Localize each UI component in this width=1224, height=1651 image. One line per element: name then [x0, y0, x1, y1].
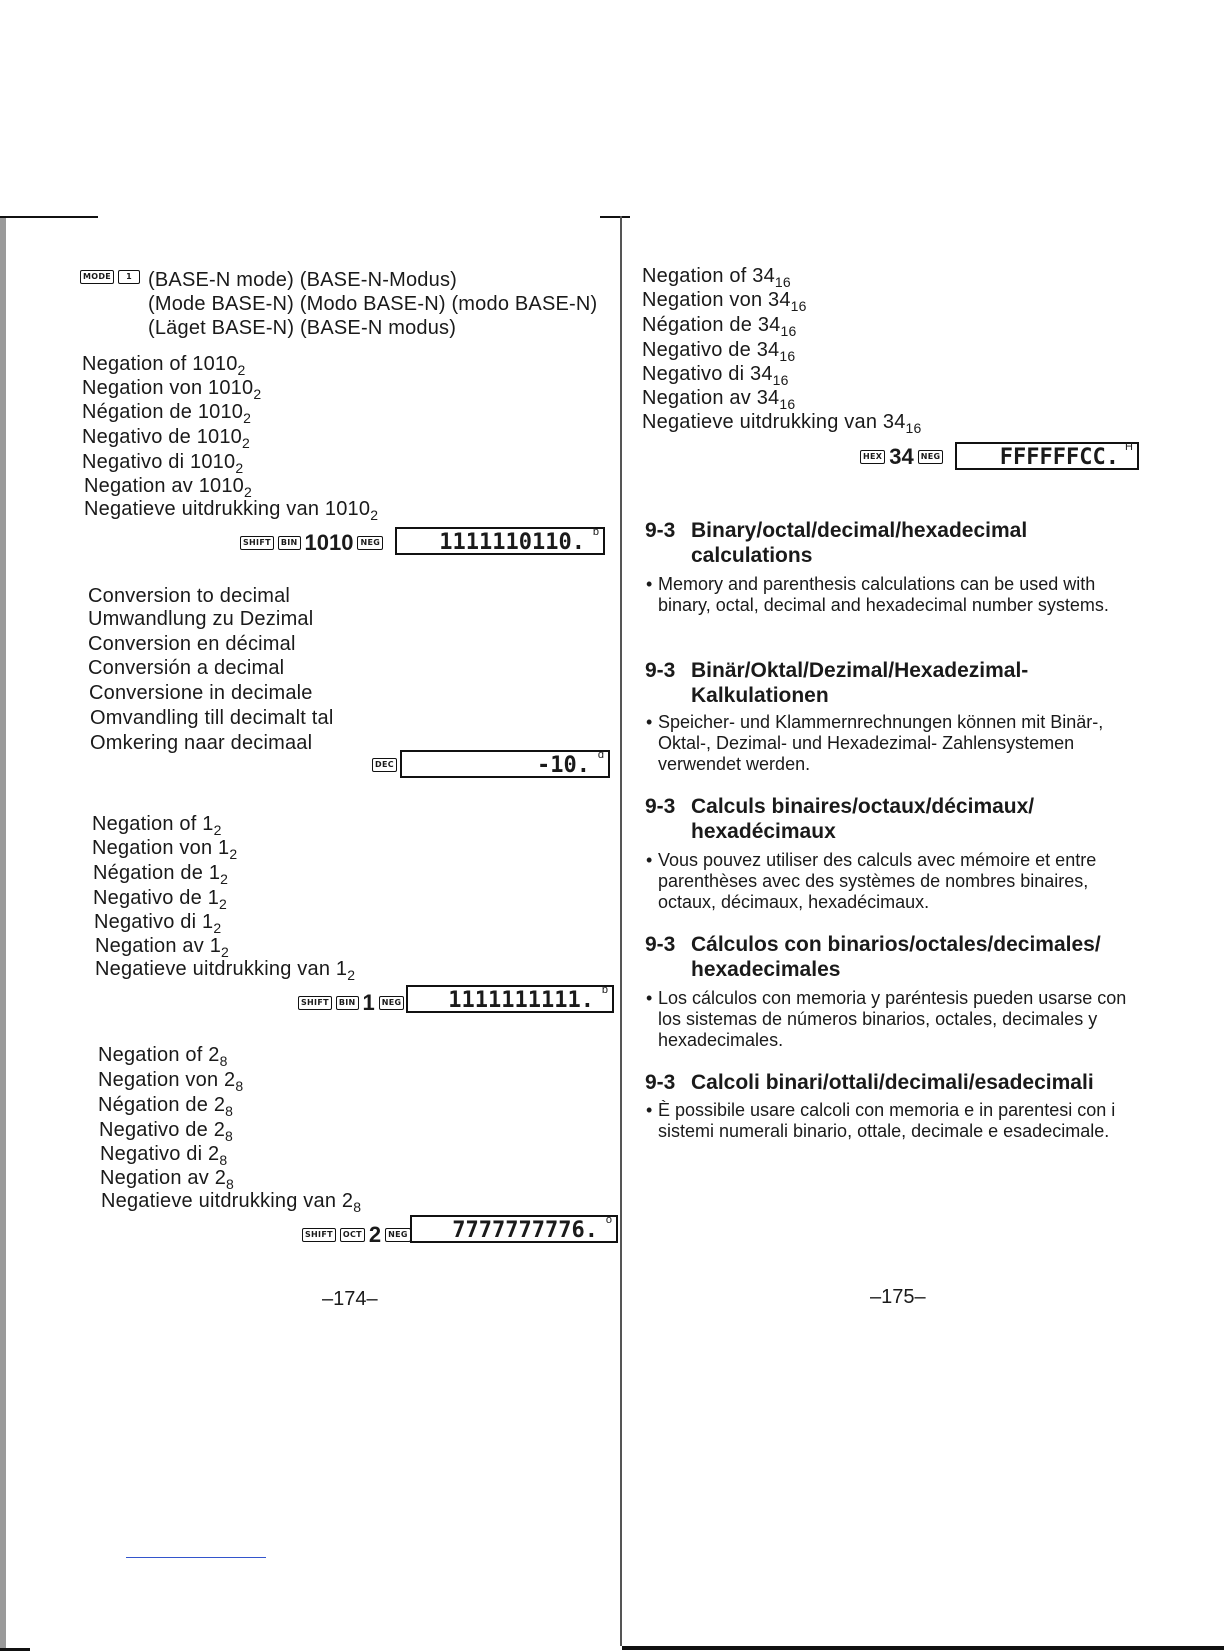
key-sequence [298, 990, 404, 1016]
example-line: Negation von $1010_2$ [82, 377, 262, 402]
example-line: Conversión a decimal [88, 657, 285, 679]
bottom-rule-right [622, 1646, 1224, 1650]
example-line: Négation de $1_2$ [93, 862, 229, 887]
page-number-right: –175– [870, 1286, 926, 1308]
example-line: Negation of $34_{16}$ [642, 265, 791, 290]
hex-key: HEX [860, 450, 885, 464]
section-heading: 9-3 Calcoli binari/ottali/decimali/esadecimali [645, 1071, 1094, 1094]
key-input: 1 [362, 990, 375, 1015]
one-key: 1 [118, 270, 140, 284]
display-indicator: b [601, 984, 608, 996]
example-line: Negativo di $1_2$ [94, 911, 222, 936]
dec-key: DEC [372, 758, 397, 772]
example-line: Negatieve uitdrukking van $2_8$ [101, 1190, 362, 1215]
calculator-display [400, 750, 610, 778]
top-rule-left [0, 216, 98, 218]
display-value: 1111111111. [448, 988, 594, 1013]
key-sequence [372, 758, 397, 772]
mode-line: (Läget BASE-N) (BASE-N modus) [148, 317, 457, 339]
neg-key: NEG [385, 1228, 411, 1242]
display-indicator: b [592, 526, 599, 538]
shift-key: SHIFT [298, 996, 332, 1010]
example-line: Umwandlung zu Dezimal [88, 608, 314, 630]
key-input: 1010 [304, 530, 354, 555]
key-input: 2 [368, 1222, 382, 1247]
section-body: • Memory and parenthesis calculations can be used with binary, octal, decimal and hexadecimal number systems. [646, 574, 1109, 615]
center-gutter [620, 216, 622, 1646]
key-sequence [240, 530, 383, 556]
bin-key: BIN [278, 536, 301, 550]
section-body: • Vous pouvez utiliser des calculs avec mémoire et entre parenthèses avec des systèmes de nombres binaires, octaux, décimaux, hexadécimaux. [646, 850, 1097, 912]
example-line: Negatieve uitdrukking van $1010_2$ [84, 498, 379, 523]
example-line: Negativo de $1_2$ [93, 887, 228, 912]
neg-key: NEG [357, 536, 383, 550]
example-line: Negation von $34_{16}$ [642, 289, 807, 314]
example-line: Conversion to decimal [88, 585, 291, 607]
example-line: Negativo di $34_{16}$ [642, 363, 789, 388]
example-line: Négation de $34_{16}$ [642, 314, 797, 339]
display-indicator: d [597, 749, 604, 761]
display-value: -10. [537, 753, 590, 778]
section-body: • Los cálculos con memoria y paréntesis pueden usarse con los sistemas de números binarios, octales, decimales y hexadecimales. [646, 988, 1127, 1050]
calculator-display [955, 442, 1139, 470]
example-line: Negatieve uitdrukking van $34_{16}$ [642, 411, 922, 436]
example-line: Négation de $1010_2$ [82, 401, 252, 426]
footer-link-line [126, 1557, 266, 1558]
shift-key: SHIFT [302, 1228, 336, 1242]
display-value: FFFFFFCC. [999, 445, 1119, 470]
example-line: Omvandling till decimalt tal [90, 707, 334, 729]
example-line: Negativo de $2_8$ [99, 1119, 234, 1144]
calculator-display [406, 985, 614, 1013]
section-body: • Speicher- und Klammernrechnungen können mit Binär-, Oktal-, Dezimal- und Hexadezimal- Zahlensystemen verwendet werden. [646, 712, 1104, 774]
display-indicator: H [1125, 441, 1133, 453]
neg-key: NEG [918, 450, 944, 464]
example-line: Conversion en décimal [88, 633, 296, 655]
example-line: Negativo di $2_8$ [100, 1143, 228, 1168]
mode-line: (BASE-N mode) (BASE-N-Modus) [148, 269, 457, 291]
example-line: Negation von $2_8$ [98, 1069, 244, 1094]
calculator-display [410, 1215, 618, 1243]
bin-key: BIN [336, 996, 359, 1010]
example-line: Negativo di $1010_2$ [82, 451, 244, 476]
mode-key-sequence [80, 270, 140, 284]
key-sequence [302, 1222, 411, 1248]
example-line: Negation av $1_2$ [95, 935, 230, 960]
section-heading: 9-3 Binär/Oktal/Dezimal/Hexadezimal- Kalkulationen [645, 659, 1029, 707]
example-line: Negation of $2_8$ [98, 1044, 228, 1069]
left-edge-shadow [0, 218, 6, 1650]
top-rule-center [600, 216, 630, 218]
example-line: Negation of $1_2$ [92, 813, 222, 838]
section-heading: 9-3 Cálculos con binarios/octales/decimales/ hexadecimales [645, 933, 1101, 981]
section-body: • È possibile usare calcoli con memoria e in parentesi con i sistemi numerali binario, ottale, decimale e esadecimale. [646, 1100, 1116, 1141]
shift-key: SHIFT [240, 536, 274, 550]
mode-key: MODE [80, 270, 114, 284]
key-input: 34 [889, 444, 914, 469]
example-line: Conversione in decimale [89, 682, 313, 704]
page-number-left: –174– [322, 1288, 378, 1310]
example-line: Negativo de $34_{16}$ [642, 339, 796, 364]
example-line: Negation av $34_{16}$ [642, 387, 796, 412]
mode-line: (Mode BASE-N) (Modo BASE-N) (modo BASE-N) [148, 293, 598, 315]
display-value: 1111110110. [439, 530, 585, 555]
example-line: Négation de $2_8$ [98, 1094, 234, 1119]
neg-key: NEG [379, 996, 405, 1010]
calculator-display [395, 527, 605, 555]
example-line: Omkering naar decimaal [90, 732, 313, 754]
display-value: 7777777776. [452, 1218, 598, 1243]
display-indicator: o [605, 1214, 612, 1226]
section-heading: 9-3 Binary/octal/decimal/hexadecimal calculations [645, 519, 1028, 567]
oct-key: OCT [340, 1228, 365, 1242]
key-sequence [860, 444, 943, 470]
section-heading: 9-3 Calculs binaires/octaux/décimaux/ hexadécimaux [645, 795, 1035, 843]
example-line: Negativo de $1010_2$ [82, 426, 250, 451]
example-line: Negation of $1010_2$ [82, 353, 246, 378]
example-line: Negation av $1010_2$ [84, 475, 252, 500]
example-line: Negation von $1_2$ [92, 837, 238, 862]
example-line: Negation av $2_8$ [100, 1167, 235, 1192]
example-line: Negatieve uitdrukking van $1_2$ [95, 958, 356, 983]
